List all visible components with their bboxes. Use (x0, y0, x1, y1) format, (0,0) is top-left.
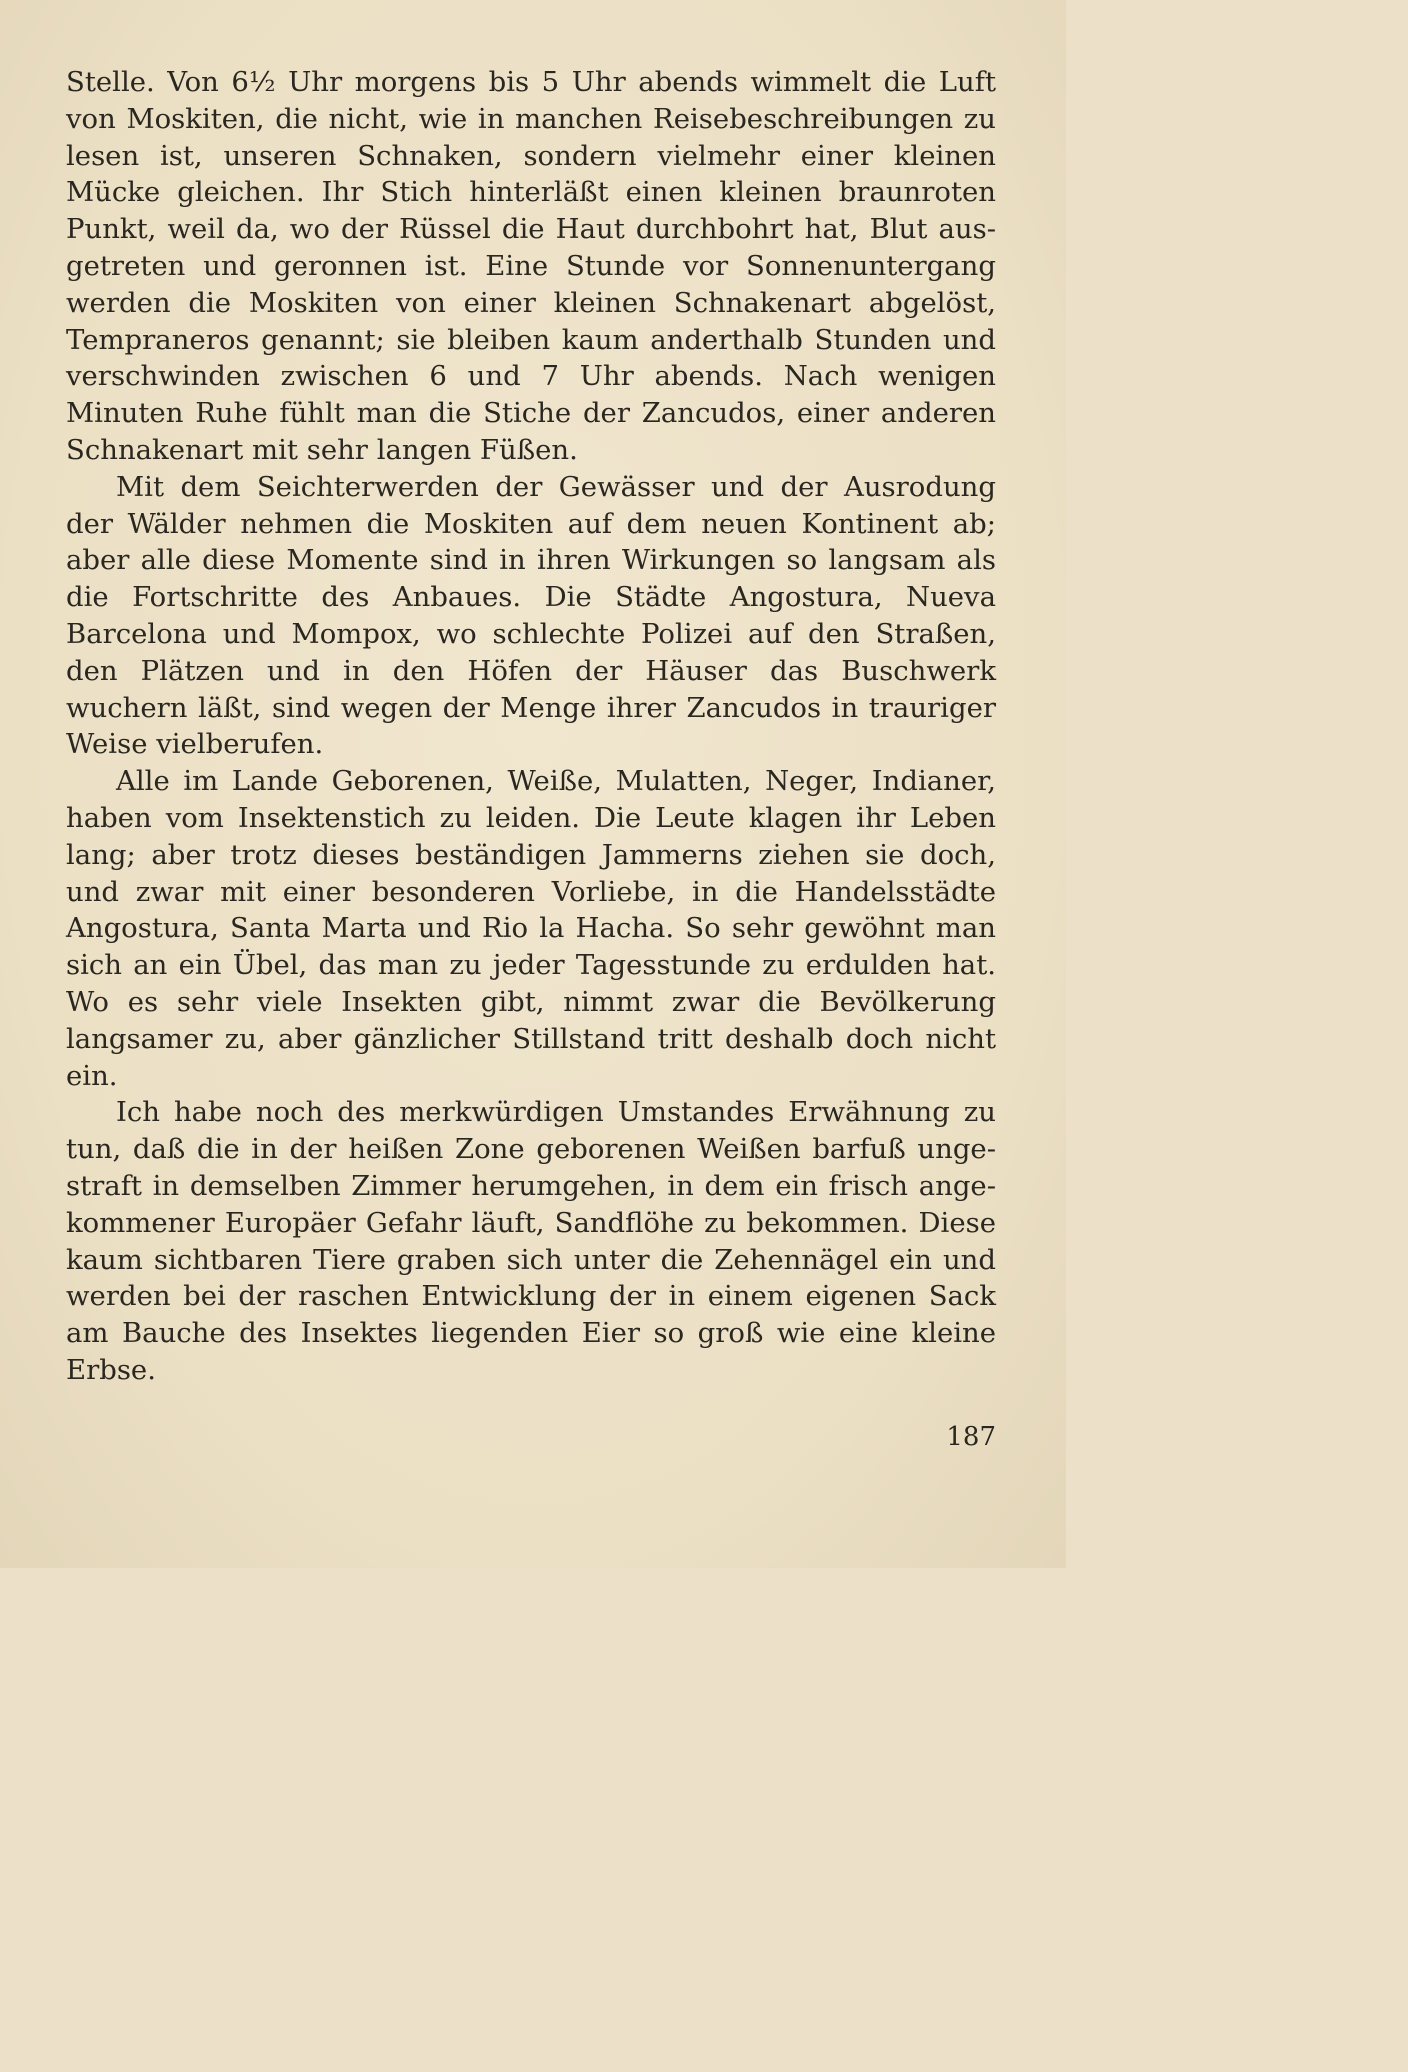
paragraph-2: Mit dem Seichterwerden der Gewässer und der Ausrodung der Wälder nehmen die Moskiten auf dem neuen Kontinent ab; aber alle diese Momente sind in ihren Wirkungen so langsam als die Fortschritte des Anbaues. Die Städte Angostura, Nueva Barcelona und Mompox, wo schlechte Polizei auf den Straßen, den Plätzen und in den Höfen der Häuser das Buschwerk wuchern läßt, sind wegen der Menge ihrer Zancudos in trauriger Weise vielberufen. (66, 470, 996, 761)
paragraph-4: Ich habe noch des merkwürdigen Umstandes Erwähnung zu tun, daß die in der heißen Zone geborenen Weißen barfuß ungestraft in demselben Zimmer herumgehen, in dem ein frisch angekommener Europäer Gefahr läuft, Sandflöhe zu bekommen. Diese kaum sichtbaren Tiere graben sich unter die Zehennägel ein und werden bei der raschen Entwicklung der in einem eigenen Sack am Bauche des Insektes liegenden Eier so groß wie eine kleine Erbse. (66, 1096, 996, 1386)
paragraph-3: Alle im Lande Geborenen, Weiße, Mulatten, Neger, Indianer, haben vom Insektenstich zu leiden. Die Leute klagen ihr Leben lang; aber trotz dieses beständigen Jammerns ziehen sie doch, und zwar mit einer besonderen Vorliebe, in die Handelsstädte Angostura, Santa Marta und Rio la Hacha. So sehr gewöhnt man sich an ein Übel, das man zu jeder Tagesstunde zu erdulden hat. Wo es sehr viele Insekten gibt, nimmt zwar die Bevölkerung langsamer zu, aber gänzlicher Stillstand tritt deshalb doch nicht ein. (66, 765, 996, 1092)
page-number: 187 (946, 1422, 996, 1452)
paragraph-1: Stelle. Von 6½ Uhr morgens bis 5 Uhr abends wimmelt die Luft von Moskiten, die nicht, wie in manchen Reisebeschreibungen zu lesen ist, unseren Schnaken, sondern vielmehr einer kleinen Mücke gleichen. Ihr Stich hinterläßt einen kleinen braunroten Punkt, weil da, wo der Rüssel die Haut durchbohrt hat, Blut ausgetreten und geronnen ist. Eine Stunde vor Sonnenuntergang werden die Moskiten von einer kleinen Schnakenart abgelöst, Tempraneros genannt; sie bleiben kaum anderthalb Stunden und verschwinden zwischen 6 und 7 Uhr abends. Nach wenigen Minuten Ruhe fühlt man die Stiche der Zancudos, einer anderen Schnakenart mit sehr langen Füßen. (66, 66, 996, 466)
body-text (66, 64, 996, 1389)
